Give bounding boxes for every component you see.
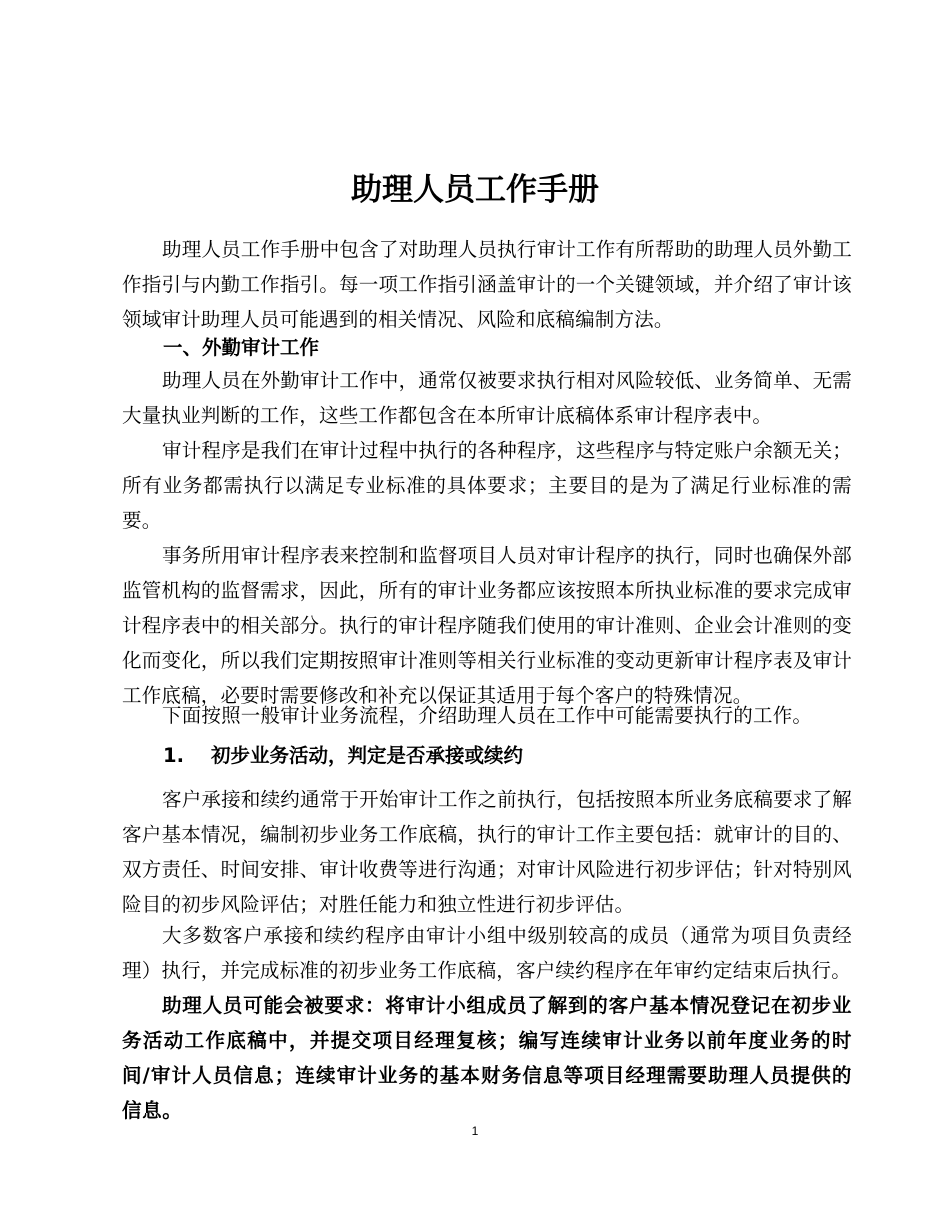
paragraph-audit-procedures: 审计程序是我们在审计过程中执行的各种程序，这些程序与特定账户余额无关；所有业务都需执行以满足专业标准的具体要求；主要目的是为了满足行业标准的需要。: [122, 439, 852, 532]
section-heading-field-audit: 一、外勤审计工作: [163, 336, 320, 359]
document-title: 助理人员工作手册: [351, 172, 599, 208]
paragraph-acceptance-procedures: 大多数客户承接和续约程序由审计小组中级别较高的成员（通常为项目负责经理）执行，并完成标准的初步业务工作底稿，客户续约程序在年审约定结束后执行。: [122, 924, 852, 982]
paragraph-assistant-requirements: 助理人员可能会被要求：将审计小组成员了解到的客户基本情况登记在初步业务活动工作底稿中，并提交项目经理复核；编写连续审计业务以前年度业务的时间/审计人员信息；连续审计业务的基本财务信息等项目经理需要助理人员提供的信息。: [122, 994, 852, 1122]
paragraph-procedure-table: 事务所用审计程序表来控制和监督项目人员对审计程序的执行，同时也确保外部监管机构的监督需求，因此，所有的审计业务都应该按照本所执业标准的要求完成审计程序表中的相关部分。执行的审计程序随我们使用的审计准则、企业会计准则的变化而变化，所以我们定期按照审计准则等相关行业标准的变动更新审计程序表及审计工作底稿，必要时需要修改和补充以保证其适用于每个客户的特殊情况。: [122, 544, 852, 707]
paragraph-workflow-intro: 下面按照一般审计业务流程，介绍助理人员在工作中可能需要执行的工作。: [162, 704, 813, 727]
subsection-number: 1.: [163, 744, 184, 767]
paragraph-field-work-scope: 助理人员在外勤审计工作中，通常仅被要求执行相对风险较低、业务简单、无需大量执业判断的工作，这些工作都包含在本所审计底稿体系审计程序表中。: [122, 369, 852, 427]
subsection-heading-text: 初步业务活动，判定是否承接或续约: [211, 744, 524, 767]
subsection-heading-preliminary-activities: [163, 741, 523, 771]
intro-paragraph: 助理人员工作手册中包含了对助理人员执行审计工作有所帮助的助理人员外勤工作指引与内勤工作指引。每一项工作指引涵盖审计的一个关键领域，并介绍了审计该领域审计助理人员可能遇到的相关情况、风险和底稿编制方法。: [122, 238, 852, 331]
paragraph-client-acceptance: 客户承接和续约通常于开始审计工作之前执行，包括按照本所业务底稿要求了解客户基本情况，编制初步业务工作底稿，执行的审计工作主要包括：就审计的目的、双方责任、时间安排、审计收费等进行沟通；对审计风险进行初步评估；针对特别风险目的初步风险评估；对胜任能力和独立性进行初步评估。: [122, 788, 852, 916]
page-number: 1: [471, 1124, 479, 1138]
